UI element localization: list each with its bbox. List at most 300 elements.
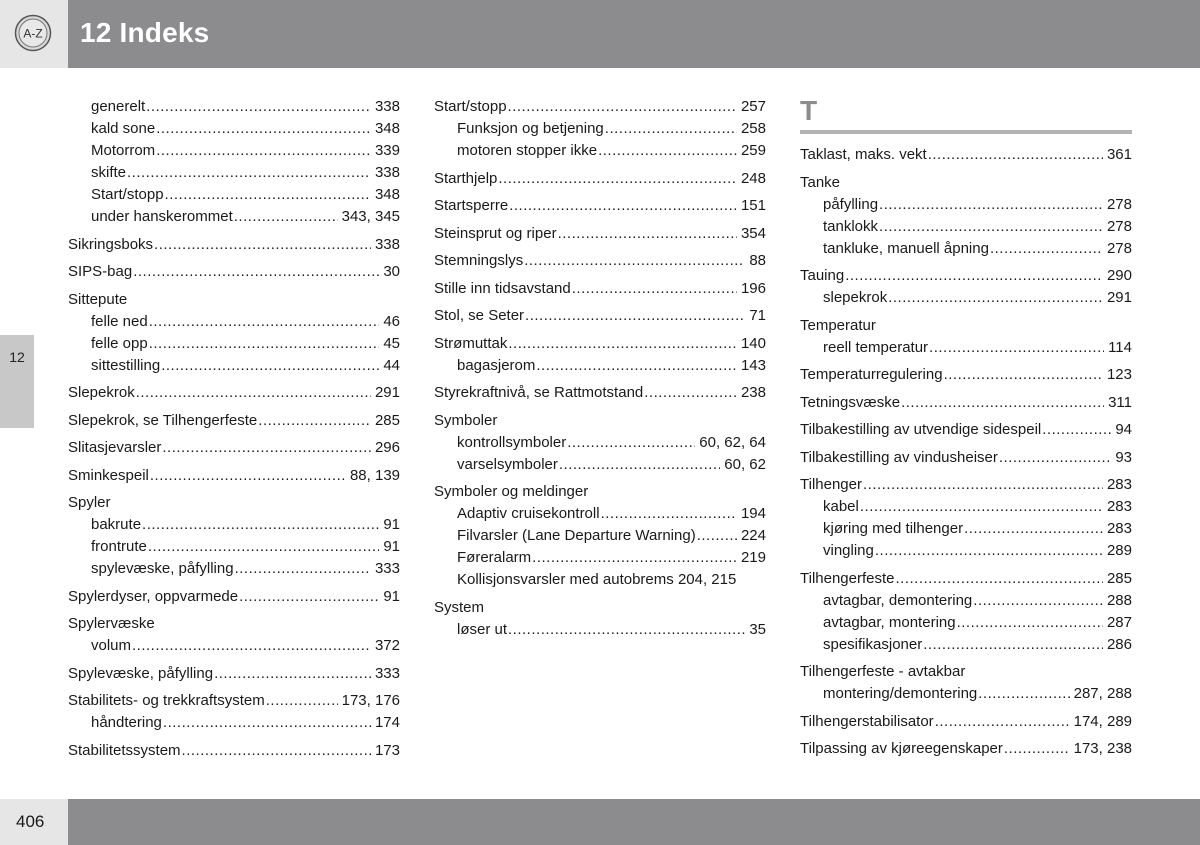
- index-entry-line: [434, 250, 766, 272]
- dot-leader: [929, 337, 1104, 359]
- page-reference[interactable]: 278: [1106, 217, 1132, 235]
- index-subentry: [68, 118, 400, 140]
- entry-text: Slepekrok: [68, 384, 135, 401]
- page-reference[interactable]: 296: [374, 439, 400, 456]
- index-entry: [800, 364, 1132, 386]
- index-entry: [800, 474, 1132, 562]
- index-entry: [434, 382, 766, 404]
- index-entry: [68, 289, 400, 377]
- index-entry: [434, 195, 766, 217]
- index-subentry: [800, 216, 1132, 238]
- entry-text: tanklokk: [823, 217, 879, 235]
- page-reference[interactable]: 91: [383, 587, 400, 605]
- entry-text: Tauing: [800, 267, 845, 284]
- index-subentry: [68, 355, 400, 377]
- page-reference[interactable]: 283: [1106, 498, 1132, 515]
- entry-text: under hanskerommet: [91, 208, 233, 225]
- dot-leader: [845, 265, 1103, 287]
- index-entry: [800, 738, 1132, 760]
- page-reference[interactable]: 291: [1106, 289, 1132, 306]
- dot-leader: [1004, 738, 1070, 760]
- index-entry: [800, 447, 1132, 469]
- dot-leader: [214, 663, 371, 685]
- entry-text: Føreralarm: [457, 549, 532, 566]
- entry-text: Tilhengerfeste - avtakbar: [800, 663, 966, 680]
- page-reference[interactable]: 71: [749, 307, 766, 324]
- index-entry-line: [800, 265, 1132, 287]
- dot-leader: [879, 216, 1103, 238]
- page-reference[interactable]: 339: [374, 142, 400, 159]
- entry-text: kontrollsymboler: [457, 433, 567, 451]
- entry-text: varselsymboler: [457, 455, 558, 473]
- dot-leader: [957, 612, 1103, 634]
- entry-text: Steinsprut og riper: [434, 224, 557, 242]
- entry-text: spylevæske, påfylling: [91, 560, 234, 577]
- dot-leader: [149, 333, 380, 355]
- index-subentry: [68, 140, 400, 162]
- index-column-2: [434, 96, 766, 641]
- index-entry: [68, 261, 400, 283]
- entry-text: Spylevæske, påfylling: [68, 664, 214, 682]
- index-entry: [68, 492, 400, 580]
- page-reference[interactable]: 173: [374, 741, 400, 759]
- entry-text: Stille inn tidsavstand: [434, 279, 571, 297]
- entry-text: SIPS-bag: [68, 263, 133, 280]
- page-reference[interactable]: 173, 238: [1073, 740, 1132, 757]
- chapter-tab-label: 12: [9, 349, 25, 365]
- dot-leader: [896, 568, 1103, 590]
- logo-box: [0, 0, 68, 68]
- page-reference[interactable]: 348: [374, 120, 400, 137]
- index-entry: [434, 410, 766, 476]
- index-subentry: [800, 612, 1132, 634]
- chapter-tab[interactable]: [0, 335, 34, 428]
- dot-leader: [234, 206, 338, 228]
- page-reference[interactable]: 224: [740, 527, 766, 544]
- index-entry: [68, 613, 400, 657]
- dot-leader: [165, 184, 371, 206]
- index-entry-line: [800, 661, 1132, 683]
- entry-text: sittestilling: [91, 356, 161, 374]
- index-subentry: [434, 454, 766, 476]
- page-reference[interactable]: 196: [740, 279, 766, 297]
- index-entry: [68, 96, 400, 228]
- index-entry: [800, 315, 1132, 359]
- index-entry-line: [434, 168, 766, 190]
- index-entry: [434, 597, 766, 641]
- index-subentry: [68, 514, 400, 536]
- index-entry-line: [800, 144, 1132, 166]
- entry-text: Starthjelp: [434, 169, 498, 187]
- index-entry: [800, 568, 1132, 656]
- page-reference[interactable]: 94: [1115, 421, 1132, 438]
- index-subentry: [434, 547, 766, 569]
- dot-leader: [148, 536, 379, 558]
- index-entry: [434, 333, 766, 377]
- page-reference[interactable]: 30: [383, 263, 400, 280]
- dot-leader: [146, 96, 371, 118]
- index-entry-line: [800, 568, 1132, 590]
- index-entry-line: [800, 315, 1132, 337]
- entry-text: Symboler: [434, 411, 498, 429]
- dot-leader: [182, 740, 371, 762]
- entry-text: tankluke, manuell åpning: [823, 239, 989, 257]
- index-subentry: [800, 634, 1132, 656]
- index-entry-line: [800, 738, 1132, 760]
- dot-leader: [150, 465, 346, 487]
- entry-text: Stol, se Seter: [434, 307, 525, 324]
- index-entry-line: [68, 465, 400, 487]
- index-entry-line: [68, 613, 400, 635]
- dot-leader: [156, 118, 371, 140]
- entry-text: Startsperre: [434, 197, 509, 214]
- page-reference[interactable]: 290: [1106, 267, 1132, 284]
- entry-text: Tilpassing av kjøreegenskaper: [800, 740, 1003, 757]
- index-subentry: [800, 287, 1132, 309]
- page-reference[interactable]: 174: [374, 714, 400, 731]
- entry-text: Tilhengerfeste: [800, 569, 895, 587]
- page-reference[interactable]: 278: [1106, 239, 1132, 257]
- entry-text: Spyler: [68, 494, 111, 511]
- dot-leader: [572, 278, 737, 300]
- dot-leader: [605, 118, 737, 140]
- entry-text: avtagbar, montering: [823, 613, 956, 631]
- index-subentry: [800, 540, 1132, 562]
- index-entry: [800, 419, 1132, 441]
- entry-text: avtagbar, demontering: [823, 591, 973, 609]
- entry-text: Symboler og meldinger: [434, 483, 589, 500]
- page-reference[interactable]: 151: [740, 197, 766, 214]
- index-subentry: [434, 118, 766, 140]
- index-subentry: [800, 194, 1132, 216]
- page-reference[interactable]: 204, 215: [677, 571, 737, 588]
- page-reference[interactable]: 88: [749, 252, 766, 269]
- index-entry-line: [434, 481, 766, 503]
- index-entry: [68, 465, 400, 487]
- page-reference[interactable]: 114: [1108, 338, 1132, 356]
- page-reference[interactable]: 288: [1106, 591, 1132, 609]
- index-subentry: [434, 525, 766, 547]
- svg-text:A-Z: A-Z: [23, 26, 43, 41]
- index-entry: [434, 250, 766, 272]
- entry-text: frontrute: [91, 538, 147, 555]
- dot-leader: [644, 382, 737, 404]
- dot-leader: [978, 683, 1069, 705]
- page-reference[interactable]: 173, 176: [341, 692, 400, 709]
- dot-leader: [133, 261, 379, 283]
- dot-leader: [923, 634, 1103, 656]
- entry-text: Tanke: [800, 173, 841, 191]
- entry-text: System: [434, 598, 485, 616]
- entry-text: montering/demontering: [823, 685, 978, 702]
- entry-text: Slitasjevarsler: [68, 439, 162, 456]
- index-subentry: [68, 311, 400, 333]
- section-divider: [800, 130, 1132, 134]
- index-subentry: [68, 558, 400, 580]
- entry-text: håndtering: [91, 714, 162, 731]
- page-reference[interactable]: 257: [740, 98, 766, 115]
- page-reference[interactable]: 311: [1108, 393, 1132, 411]
- page-reference[interactable]: 285: [1106, 569, 1132, 587]
- dot-leader: [964, 518, 1103, 540]
- entry-text: Tilbakestilling av vindusheiser: [800, 448, 998, 466]
- dot-leader: [162, 437, 371, 459]
- index-subentry: [68, 635, 400, 657]
- index-entry: [800, 144, 1132, 166]
- dot-leader: [935, 711, 1070, 733]
- index-entry-line: [800, 364, 1132, 386]
- dot-leader: [901, 392, 1104, 414]
- index-subentry: [68, 184, 400, 206]
- index-entry-line: [434, 223, 766, 245]
- page-reference[interactable]: 123: [1106, 366, 1132, 383]
- page-reference[interactable]: 259: [740, 142, 766, 159]
- dot-leader: [559, 454, 720, 476]
- entry-text: Tilhenger: [800, 476, 862, 493]
- dot-leader: [928, 144, 1103, 166]
- page-reference[interactable]: 248: [740, 169, 766, 187]
- dot-leader: [879, 194, 1103, 216]
- page-reference[interactable]: 338: [374, 164, 400, 181]
- dot-leader: [999, 447, 1111, 469]
- index-subentry: [68, 96, 400, 118]
- page-reference[interactable]: 354: [740, 224, 766, 242]
- dot-leader: [127, 162, 371, 184]
- index-entry: [800, 661, 1132, 705]
- index-subentry: [434, 355, 766, 377]
- index-column-1: [68, 96, 400, 762]
- dot-leader: [888, 287, 1103, 309]
- index-subentry: [434, 569, 766, 591]
- index-column-3: [800, 96, 1132, 760]
- entry-text: Filvarsler (Lane Departure Warning): [457, 527, 696, 544]
- page-reference[interactable]: 140: [740, 334, 766, 352]
- dot-leader: [567, 432, 695, 454]
- entry-text: Styrekraftnivå, se Rattmotstand: [434, 384, 644, 401]
- index-entry-line: [68, 586, 400, 608]
- page-reference[interactable]: 338: [374, 98, 400, 115]
- entry-text: generelt: [91, 98, 146, 115]
- page-reference[interactable]: 333: [374, 560, 400, 577]
- entry-text: bakrute: [91, 516, 142, 533]
- entry-text: Slepekrok, se Tilhengerfeste: [68, 411, 258, 429]
- index-entry-line: [434, 305, 766, 327]
- page-reference[interactable]: 283: [1106, 520, 1132, 537]
- page-reference[interactable]: 278: [1106, 195, 1132, 213]
- index-entry: [68, 234, 400, 256]
- entry-text: Sminkespeil: [68, 466, 149, 484]
- entry-text: felle opp: [91, 334, 148, 352]
- page-reference[interactable]: 338: [374, 235, 400, 253]
- index-entry-line: [434, 597, 766, 619]
- entry-text: Kollisjonsvarsler med autobrems: [457, 571, 674, 588]
- index-subentry: [68, 536, 400, 558]
- index-subentry: [800, 337, 1132, 359]
- page-reference[interactable]: 287: [1106, 613, 1132, 631]
- entry-text: volum: [91, 637, 132, 654]
- page-reference[interactable]: 286: [1106, 635, 1132, 653]
- page-reference[interactable]: 93: [1115, 448, 1132, 466]
- dot-leader: [601, 503, 737, 525]
- index-entry-line: [68, 261, 400, 283]
- entry-text: spesifikasjoner: [823, 635, 923, 653]
- dot-leader: [860, 496, 1103, 518]
- index-entry-line: [68, 410, 400, 432]
- entry-text: Spylervæske: [68, 615, 155, 632]
- index-entry: [434, 168, 766, 190]
- page-reference[interactable]: 88, 139: [349, 466, 400, 484]
- page-reference[interactable]: 194: [740, 505, 766, 522]
- entry-text: skifte: [91, 164, 127, 181]
- entry-text: bagasjerom: [457, 356, 536, 374]
- dot-leader: [266, 690, 338, 712]
- index-entry-line: [800, 419, 1132, 441]
- entry-text: påfylling: [823, 195, 879, 213]
- dot-leader: [558, 223, 737, 245]
- index-subentry: [68, 712, 400, 734]
- dot-leader: [136, 382, 371, 404]
- page-reference[interactable]: 46: [383, 312, 400, 330]
- page-reference[interactable]: 219: [740, 549, 766, 566]
- dot-leader: [156, 140, 371, 162]
- dot-leader: [990, 238, 1103, 260]
- index-entry-line: [800, 172, 1132, 194]
- dot-leader: [508, 619, 745, 641]
- dot-leader: [163, 712, 371, 734]
- entry-text: Temperaturregulering: [800, 366, 943, 383]
- page-reference[interactable]: 289: [1106, 542, 1132, 559]
- index-entry-line: [434, 195, 766, 217]
- dot-leader: [1042, 419, 1111, 441]
- page-reference[interactable]: 91: [383, 516, 400, 533]
- index-entry-line: [800, 711, 1132, 733]
- a-z-index-icon: [14, 14, 52, 52]
- entry-text: kjøring med tilhenger: [823, 520, 964, 537]
- dot-leader: [508, 96, 737, 118]
- entry-text: Sikringsboks: [68, 235, 154, 253]
- entry-text: Tetningsvæske: [800, 393, 901, 411]
- index-entry: [68, 410, 400, 432]
- entry-text: Strømuttak: [434, 334, 508, 352]
- entry-text: Adaptiv cruisekontroll: [457, 505, 600, 522]
- page-reference[interactable]: 174, 289: [1073, 712, 1132, 730]
- index-subentry: [434, 432, 766, 454]
- index-entry-line: [434, 278, 766, 300]
- dot-leader: [154, 234, 371, 256]
- entry-text: Tilbakestilling av utvendige sidespeil: [800, 421, 1042, 438]
- page-reference[interactable]: 143: [740, 356, 766, 374]
- index-entry-line: [800, 447, 1132, 469]
- index-entry-line: [434, 333, 766, 355]
- index-entry-line: [68, 690, 400, 712]
- page-reference[interactable]: 287, 288: [1073, 685, 1132, 702]
- index-entry: [68, 690, 400, 734]
- entry-text: slepekrok: [823, 289, 888, 306]
- section-letter: T: [800, 95, 818, 126]
- dot-leader: [508, 333, 737, 355]
- index-subentry: [68, 333, 400, 355]
- index-entry: [68, 586, 400, 608]
- entry-text: motoren stopper ikke: [457, 142, 598, 159]
- index-entry-line: [800, 474, 1132, 496]
- entry-text: reell temperatur: [823, 338, 929, 356]
- page-reference[interactable]: 283: [1106, 476, 1132, 493]
- page-reference[interactable]: 35: [749, 620, 766, 638]
- index-subentry: [800, 496, 1132, 518]
- dot-leader: [132, 635, 371, 657]
- index-subentry: [434, 140, 766, 162]
- entry-text: Sittepute: [68, 290, 128, 308]
- page-reference[interactable]: 348: [374, 186, 400, 203]
- index-entry: [800, 172, 1132, 260]
- page-reference[interactable]: 60, 62: [724, 455, 766, 473]
- index-subentry: [434, 503, 766, 525]
- index-entry: [434, 223, 766, 245]
- dot-leader: [536, 355, 737, 377]
- page-reference[interactable]: 361: [1106, 146, 1132, 163]
- index-subentry: [800, 518, 1132, 540]
- page-reference[interactable]: 258: [740, 120, 766, 137]
- index-entry: [800, 392, 1132, 414]
- dot-leader: [525, 305, 745, 327]
- page-reference[interactable]: 238: [740, 384, 766, 401]
- page-reference[interactable]: 285: [374, 411, 400, 429]
- page-reference[interactable]: 91: [383, 538, 400, 555]
- page-reference[interactable]: 372: [374, 637, 400, 654]
- page-reference[interactable]: 60, 62, 64: [699, 433, 766, 451]
- page-reference[interactable]: 343, 345: [341, 208, 400, 225]
- dot-leader: [498, 168, 737, 190]
- index-subentry: [800, 590, 1132, 612]
- index-entry-line: [68, 663, 400, 685]
- index-subentry: [68, 206, 400, 228]
- index-subentry: [434, 619, 766, 641]
- entry-text: Motorrom: [91, 142, 156, 159]
- dot-leader: [944, 364, 1103, 386]
- footer-bar: [68, 799, 1200, 845]
- entry-text: Start/stopp: [434, 98, 507, 115]
- dot-leader: [598, 140, 737, 162]
- dot-leader: [509, 195, 737, 217]
- index-subentry: [68, 162, 400, 184]
- index-subentry: [800, 683, 1132, 705]
- dot-leader: [875, 540, 1103, 562]
- dot-leader: [161, 355, 379, 377]
- dot-leader: [697, 525, 737, 547]
- chapter-title: 12 Indeks: [80, 17, 210, 48]
- entry-text: Stabilitets- og trekkraftsystem: [68, 692, 265, 709]
- dot-leader: [863, 474, 1103, 496]
- entry-text: Tilhengerstabilisator: [800, 712, 934, 730]
- page-reference[interactable]: 333: [374, 664, 400, 682]
- index-entry-line: [68, 382, 400, 404]
- page-reference[interactable]: 291: [374, 384, 400, 401]
- dot-leader: [239, 586, 379, 608]
- page-reference[interactable]: 45: [383, 334, 400, 352]
- page-reference[interactable]: 44: [383, 356, 400, 374]
- index-entry-line: [434, 410, 766, 432]
- dot-leader: [524, 250, 745, 272]
- index-entry-line: [800, 392, 1132, 414]
- index-subentry: [800, 238, 1132, 260]
- index-entry-line: [434, 96, 766, 118]
- entry-text: kabel: [823, 498, 859, 515]
- dot-leader: [149, 311, 380, 333]
- index-entry-line: [68, 492, 400, 514]
- entry-text: Funksjon og betjening: [457, 120, 604, 137]
- dot-leader: [235, 558, 371, 580]
- index-entry: [68, 740, 400, 762]
